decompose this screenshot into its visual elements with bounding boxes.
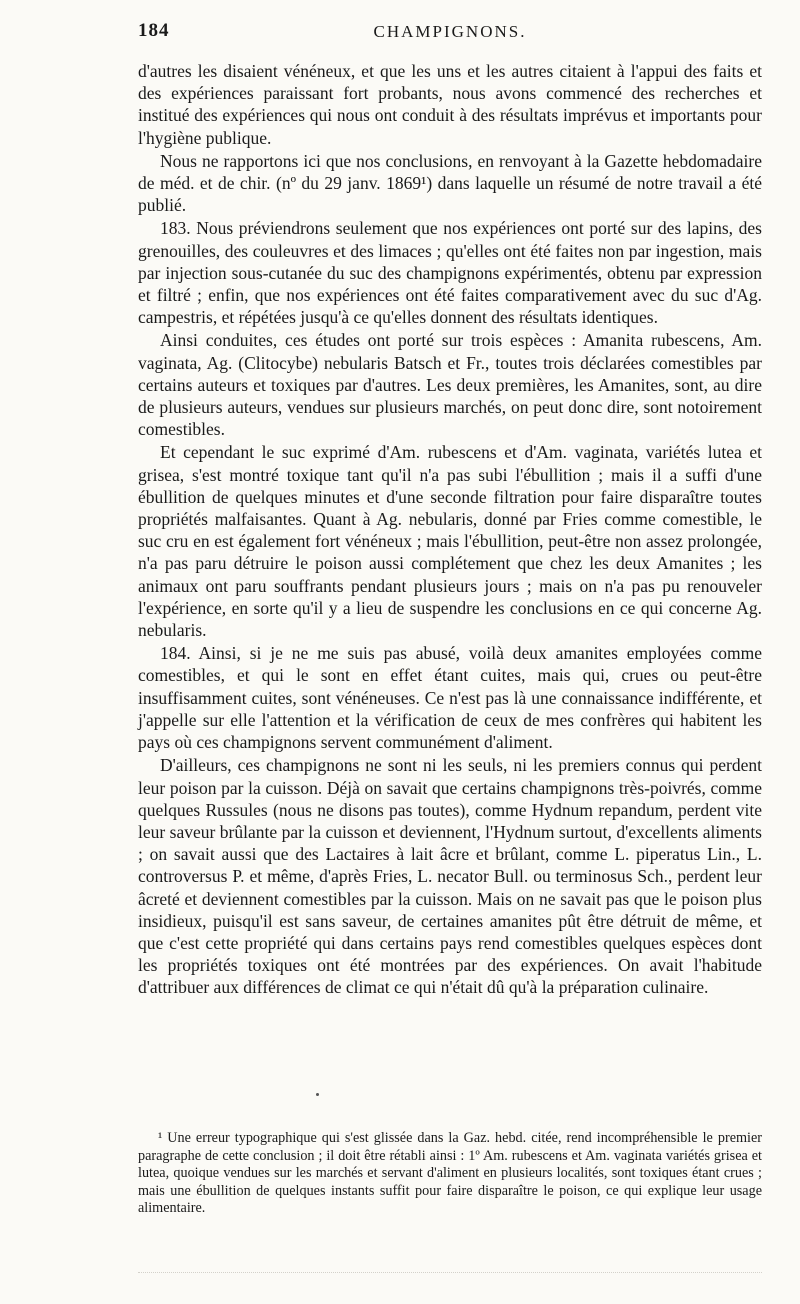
separator-dot xyxy=(316,1093,319,1096)
body-text xyxy=(138,60,762,999)
running-head: CHAMPIGNONS. xyxy=(373,22,527,41)
paragraph: Ainsi conduites, ces études ont porté sur trois espèces : Amanita rubescens, Am. vaginata, Ag. (Clitocybe) nebularis Batsch et Fr., toutes trois déclarées comestibles par certains auteurs et toxiques par d'autres. Les deux premières, les Amanites, sont, au dire de plusieurs auteurs, vendues sur plusieurs marchés, on peut donc dire, sont notoirement comestibles. xyxy=(138,330,762,440)
paragraph-183: 183. Nous préviendrons seulement que nos expériences ont porté sur des lapins, des grenouilles, des couleuvres et des limaces ; qu'elles ont été faites non par ingestion, mais par injection sous-cutanée du suc des champignons expérimentés, obtenu par expression et filtré ; enfin, que nos expériences ont été faites comparativement avec du suc d'Ag. campestris, et répétées jusqu'à ce qu'elles donnent des résultats identiques. xyxy=(138,218,762,328)
paragraph: D'ailleurs, ces champignons ne sont ni les seuls, ni les premiers connus qui perdent leur poison par la cuisson. Déjà on savait que certains champignons très-poivrés, comme quelques Russules (nous ne disons pas toutes), comme Hydnum repandum, perdent vite leur saveur brûlante par la cuisson et deviennent, l'Hydnum surtout, d'excellents aliments ; on savait aussi que des Lactaires à lait âcre et brûlant, comme L. piperatus Lin., L. controversus P. et même, d'après Fries, L. necator Bull. ou terminosus Sch., perdent leur âcreté et deviennent comestibles par la cuisson. Mais on ne savait pas que le poison plus insidieux, puisqu'il est sans saveur, de certaines amanites pût être détruit de même, et que c'est cette propriété qui dans certains pays rend comestibles quelques espèces dont les propriétés toxiques ont été montrées par des expériences. On avait l'habitude d'attribuer aux différences de climat ce qui n'était dû qu'à la préparation culinaire. xyxy=(138,755,762,998)
paragraph-184: 184. Ainsi, si je ne me suis pas abusé, voilà deux amanites employées comme comestibles, et qui le sont en effet étant cuites, mais qui, crues ou peut-être insuffisamment cuites, sont vénéneuses. Ce n'est pas là une connaissance indifférente, et j'appelle sur elle l'attention et la vérification de ceux de mes confrères qui habitent les pays où ces champignons servent communément d'aliment. xyxy=(138,643,762,753)
paragraph-continuation: d'autres les disaient vénéneux, et que les uns et les autres citaient à l'appui des faits et des expériences paraissant fort probants, nous avons commencé des recherches et institué des expériences qui nous ont conduit à des résultats imprévus et importants pour l'hygiène publique. xyxy=(138,61,762,148)
page-header xyxy=(138,20,762,50)
page-number: 184 xyxy=(138,20,170,41)
footnote: ¹ Une erreur typographique qui s'est glissée dans la Gaz. hebd. citée, rend incompréhensible le premier paragraphe de cette conclusion ; il doit être rétabli ainsi : 1º Am. rubescens et Am. vaginata variétés grisea et lutea, quoique vendues sur les marchés et servant d'aliment en plusieurs localités, sont toxiques étant crues ; mais une ébullition de quelques instants suffit pour faire disparaître le poison, ce qui explique leur usage alimentaire. xyxy=(138,1130,762,1217)
paragraph: Et cependant le suc exprimé d'Am. rubescens et d'Am. vaginata, variétés lutea et grisea, s'est montré toxique tant qu'il n'a pas subi l'ébullition ; mais il a suffi d'une ébullition de quelques minutes et d'une seconde filtration pour faire disparaître toutes propriétés malfaisantes. Quant à Ag. nebularis, donné par Fries comme comestible, le suc cru en est également fort vénéneux ; mais l'ébullition, peut-être non assez prolongée, n'a pas paru détruire le poison aussi complétement que chez les deux Amanites ; les animaux ont paru souffrants pendant plusieurs jours ; mais on n'a pas pu renouveler l'expérience, en sorte qu'il y a lieu de suspendre les conclusions en ce qui concerne Ag. nebularis. xyxy=(138,442,762,641)
footnotes xyxy=(138,1130,762,1218)
scan-marks xyxy=(138,1272,762,1279)
paragraph: Nous ne rapportons ici que nos conclusions, en renvoyant à la Gazette hebdomadaire de méd. et de chir. (nº du 29 janv. 1869¹) dans laquelle un résumé de notre travail a été publié. xyxy=(138,150,762,216)
